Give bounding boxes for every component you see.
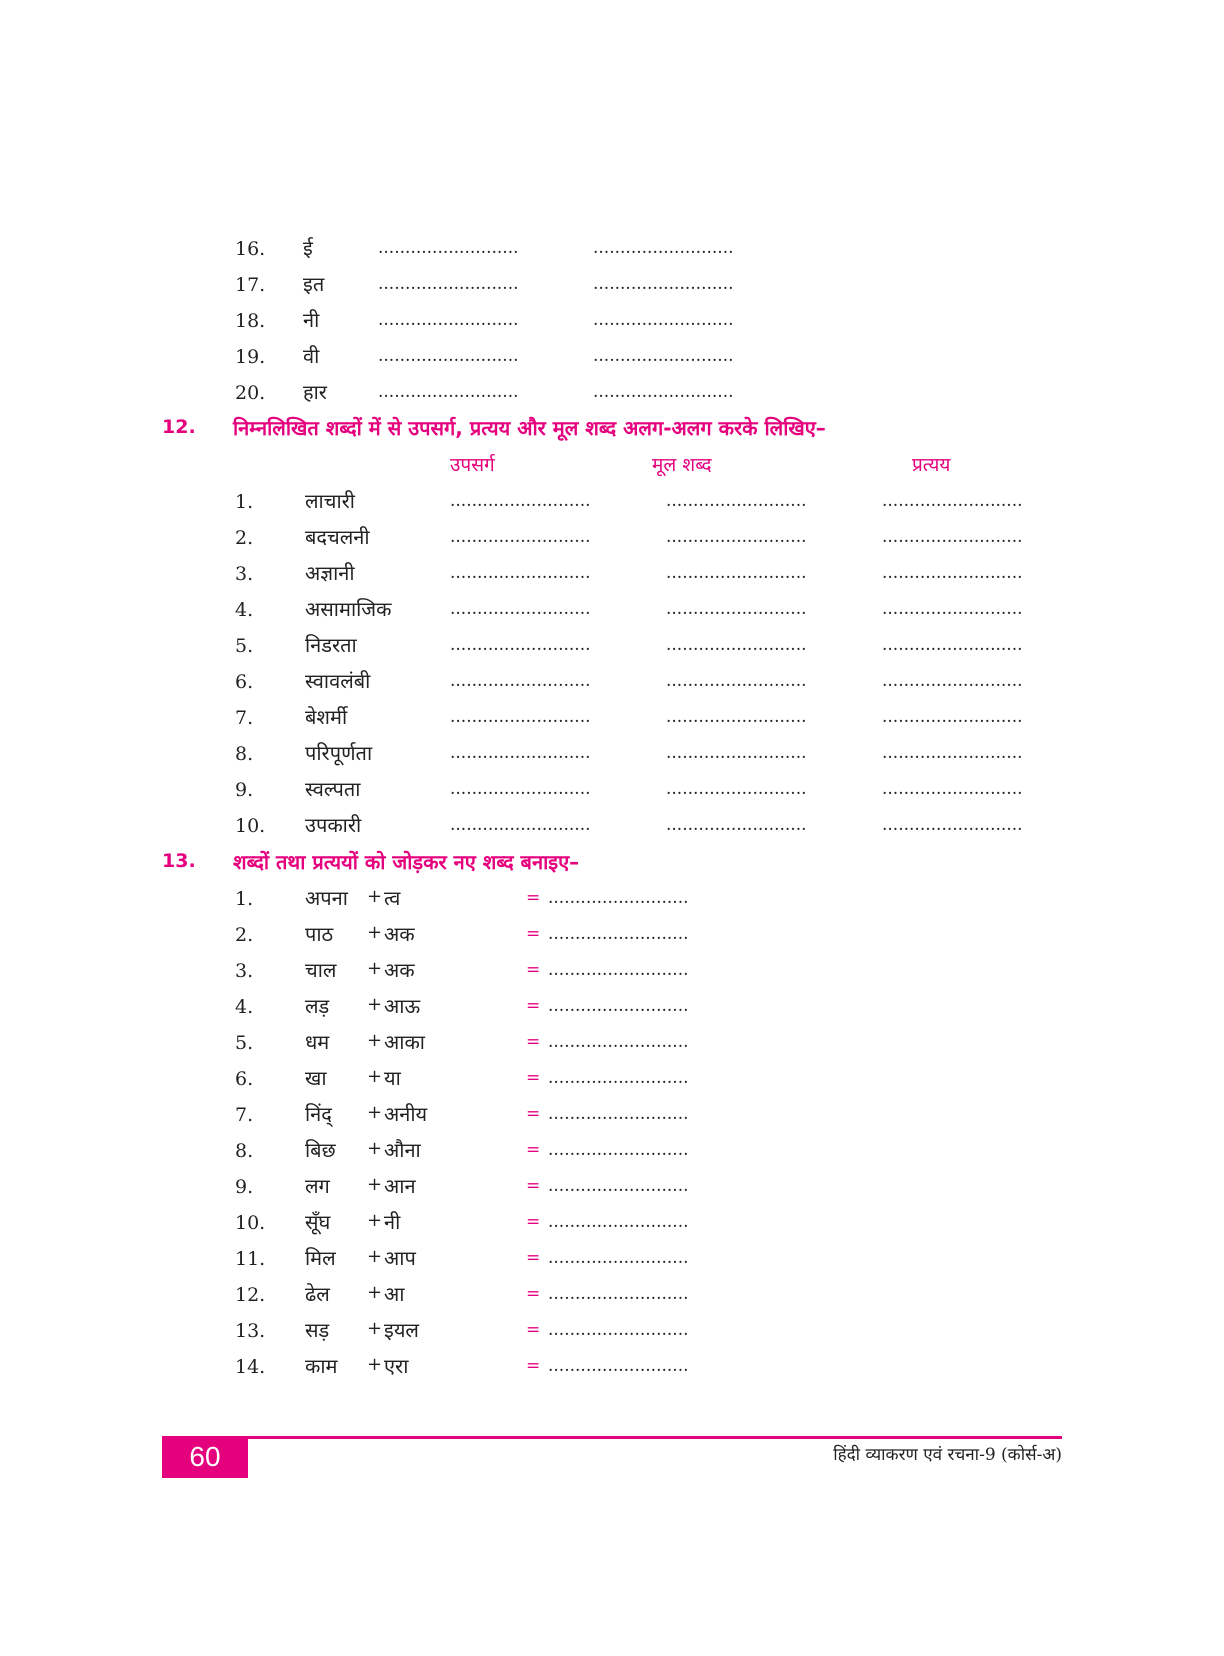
answer-blank-upasarg[interactable]: .......................... — [450, 707, 591, 727]
item-number: 7. — [235, 707, 254, 729]
item-word: सड़ — [305, 1318, 330, 1342]
item-word: उपकारी — [305, 813, 362, 837]
plus-sign: + — [367, 958, 383, 979]
item-suffix: नी — [384, 1210, 401, 1234]
item-word: अपना — [305, 886, 348, 910]
item-word: स्वावलंबी — [305, 669, 371, 693]
equals-sign: = — [526, 1140, 541, 1160]
item-word: काम — [305, 1354, 338, 1378]
item-number: 11. — [235, 1248, 266, 1270]
answer-blank[interactable]: .......................... — [378, 346, 519, 366]
item-number: 5. — [235, 1032, 254, 1054]
answer-blank-mool-shabd[interactable]: .......................... — [666, 815, 807, 835]
item-suffix: आप — [384, 1246, 416, 1270]
answer-blank[interactable]: .......................... — [548, 960, 689, 980]
equals-sign: = — [526, 960, 541, 980]
item-word: बदचलनी — [305, 525, 370, 549]
item-suffix: इयल — [384, 1318, 419, 1342]
answer-blank-upasarg[interactable]: .......................... — [450, 563, 591, 583]
answer-blank-upasarg[interactable]: .......................... — [450, 599, 591, 619]
equals-sign: = — [526, 1068, 541, 1088]
item-number: 6. — [235, 1068, 254, 1090]
answer-blank-pratyay[interactable]: .......................... — [882, 779, 1023, 799]
answer-blank[interactable]: .......................... — [548, 1356, 689, 1376]
answer-blank-mool-shabd[interactable]: .......................... — [666, 707, 807, 727]
item-word: ढेल — [305, 1282, 330, 1306]
item-number: 9. — [235, 1176, 254, 1198]
question-heading: शब्दों तथा प्रत्ययों को जोड़कर नए शब्द बनाइए– — [233, 850, 580, 874]
item-word: मिल — [305, 1246, 336, 1270]
answer-blank[interactable]: .......................... — [378, 382, 519, 402]
item-word: अज्ञानी — [305, 561, 355, 585]
item-suffix: आन — [384, 1174, 416, 1198]
answer-blank-pratyay[interactable]: .......................... — [882, 599, 1023, 619]
item-suffix: या — [384, 1066, 401, 1090]
answer-blank-mool-shabd[interactable]: .......................... — [666, 743, 807, 763]
item-word: पाठ — [305, 922, 334, 946]
plus-sign: + — [367, 922, 383, 943]
plus-sign: + — [367, 1174, 383, 1195]
column-header-mool-shabd: मूल शब्द — [652, 454, 712, 476]
answer-blank[interactable]: .......................... — [593, 346, 734, 366]
answer-blank-mool-shabd[interactable]: .......................... — [666, 635, 807, 655]
item-word: असामाजिक — [305, 597, 392, 621]
answer-blank-mool-shabd[interactable]: .......................... — [666, 527, 807, 547]
item-word: निडरता — [305, 633, 357, 657]
answer-blank[interactable]: .......................... — [593, 274, 734, 294]
item-number: 17. — [235, 274, 266, 296]
item-number: 3. — [235, 563, 254, 585]
plus-sign: + — [367, 1066, 383, 1087]
item-number: 1. — [235, 491, 254, 513]
plus-sign: + — [367, 994, 383, 1015]
item-number: 10. — [235, 1212, 266, 1234]
item-suffix: अक — [384, 922, 415, 946]
plus-sign: + — [367, 1030, 383, 1051]
item-number: 3. — [235, 960, 254, 982]
answer-blank-upasarg[interactable]: .......................... — [450, 815, 591, 835]
answer-blank[interactable]: .......................... — [548, 888, 689, 908]
question-number: 13. — [162, 850, 196, 872]
item-word: लाचारी — [305, 489, 355, 513]
answer-blank[interactable]: .......................... — [378, 310, 519, 330]
footer-rule — [162, 1436, 1062, 1439]
item-suffix: अनीय — [384, 1102, 428, 1126]
answer-blank[interactable]: .......................... — [548, 1068, 689, 1088]
answer-blank-pratyay[interactable]: .......................... — [882, 563, 1023, 583]
answer-blank[interactable]: .......................... — [548, 996, 689, 1016]
answer-blank-mool-shabd[interactable]: .......................... — [666, 779, 807, 799]
item-suffix: त्व — [384, 886, 401, 910]
item-number: 16. — [235, 238, 266, 260]
item-suffix: आका — [384, 1030, 425, 1054]
item-suffix: आऊ — [384, 994, 421, 1018]
plus-sign: + — [367, 1282, 383, 1303]
plus-sign: + — [367, 886, 383, 907]
column-header-pratyay: प्रत्यय — [912, 454, 951, 476]
answer-blank[interactable]: .......................... — [548, 924, 689, 944]
item-number: 7. — [235, 1104, 254, 1126]
item-word: चाल — [305, 958, 337, 982]
item-word: लड़ — [305, 994, 330, 1018]
item-word: बेशर्मी — [305, 705, 348, 729]
answer-blank-upasarg[interactable]: .......................... — [450, 527, 591, 547]
item-word: इत — [303, 272, 325, 296]
equals-sign: = — [526, 1284, 541, 1304]
equals-sign: = — [526, 1212, 541, 1232]
item-word: निंद् — [305, 1102, 332, 1126]
answer-blank[interactable]: .......................... — [548, 1104, 689, 1124]
answer-blank-pratyay[interactable]: .......................... — [882, 527, 1023, 547]
answer-blank[interactable]: .......................... — [548, 1212, 689, 1232]
item-number: 10. — [235, 815, 266, 837]
answer-blank[interactable]: .......................... — [548, 1140, 689, 1160]
item-word: ई — [303, 236, 313, 260]
item-number: 1. — [235, 888, 254, 910]
item-number: 8. — [235, 743, 254, 765]
equals-sign: = — [526, 1356, 541, 1376]
item-suffix: एरा — [384, 1354, 409, 1378]
plus-sign: + — [367, 1354, 383, 1375]
equals-sign: = — [526, 1104, 541, 1124]
answer-blank-mool-shabd[interactable]: .......................... — [666, 599, 807, 619]
item-word: वी — [303, 344, 320, 368]
item-number: 12. — [235, 1284, 266, 1306]
item-word: खा — [305, 1066, 327, 1090]
equals-sign: = — [526, 888, 541, 908]
plus-sign: + — [367, 1138, 383, 1159]
answer-blank[interactable]: .......................... — [548, 1284, 689, 1304]
item-word: लग — [305, 1174, 330, 1198]
answer-blank-mool-shabd[interactable]: .......................... — [666, 563, 807, 583]
item-number: 2. — [235, 924, 254, 946]
item-word: स्वल्पता — [305, 777, 361, 801]
item-number: 19. — [235, 346, 266, 368]
answer-blank[interactable]: .......................... — [593, 382, 734, 402]
item-number: 4. — [235, 599, 254, 621]
question-number: 12. — [162, 416, 196, 438]
item-number: 18. — [235, 310, 266, 332]
answer-blank[interactable]: .......................... — [593, 310, 734, 330]
answer-blank-mool-shabd[interactable]: .......................... — [666, 491, 807, 511]
answer-blank-upasarg[interactable]: .......................... — [450, 671, 591, 691]
column-header-upasarg: उपसर्ग — [450, 454, 495, 476]
item-number: 20. — [235, 382, 266, 404]
book-title: हिंदी व्याकरण एवं रचना-9 (कोर्स-अ) — [833, 1445, 1062, 1465]
answer-blank[interactable]: .......................... — [378, 238, 519, 258]
item-word: धम — [305, 1030, 330, 1054]
item-suffix: अक — [384, 958, 415, 982]
item-suffix: आ — [384, 1282, 405, 1306]
answer-blank[interactable]: .......................... — [378, 274, 519, 294]
answer-blank-upasarg[interactable]: .......................... — [450, 491, 591, 511]
item-number: 6. — [235, 671, 254, 693]
answer-blank[interactable]: .......................... — [548, 1032, 689, 1052]
plus-sign: + — [367, 1210, 383, 1231]
page-number: 60 — [162, 1436, 248, 1478]
equals-sign: = — [526, 1176, 541, 1196]
answer-blank-pratyay[interactable]: .......................... — [882, 707, 1023, 727]
answer-blank-pratyay[interactable]: .......................... — [882, 743, 1023, 763]
item-number: 5. — [235, 635, 254, 657]
equals-sign: = — [526, 924, 541, 944]
answer-blank-upasarg[interactable]: .......................... — [450, 635, 591, 655]
answer-blank-upasarg[interactable]: .......................... — [450, 779, 591, 799]
plus-sign: + — [367, 1318, 383, 1339]
equals-sign: = — [526, 1320, 541, 1340]
item-word: बिछ — [305, 1138, 336, 1162]
equals-sign: = — [526, 996, 541, 1016]
answer-blank-mool-shabd[interactable]: .......................... — [666, 671, 807, 691]
answer-blank[interactable]: .......................... — [548, 1320, 689, 1340]
answer-blank-upasarg[interactable]: .......................... — [450, 743, 591, 763]
answer-blank[interactable]: .......................... — [548, 1248, 689, 1268]
item-number: 2. — [235, 527, 254, 549]
item-number: 8. — [235, 1140, 254, 1162]
plus-sign: + — [367, 1102, 383, 1123]
answer-blank-pratyay[interactable]: .......................... — [882, 671, 1023, 691]
answer-blank-pratyay[interactable]: .......................... — [882, 815, 1023, 835]
equals-sign: = — [526, 1248, 541, 1268]
item-number: 14. — [235, 1356, 266, 1378]
item-word: परिपूर्णता — [305, 741, 373, 765]
plus-sign: + — [367, 1246, 383, 1267]
item-word: हार — [303, 380, 327, 404]
item-number: 13. — [235, 1320, 266, 1342]
item-number: 9. — [235, 779, 254, 801]
question-heading: निम्नलिखित शब्दों में से उपसर्ग, प्रत्यय और मूल शब्द अलग-अलग करके लिखिए– — [233, 416, 826, 440]
item-suffix: औना — [384, 1138, 421, 1162]
item-number: 4. — [235, 996, 254, 1018]
answer-blank-pratyay[interactable]: .......................... — [882, 491, 1023, 511]
item-word: नी — [303, 308, 320, 332]
answer-blank-pratyay[interactable]: .......................... — [882, 635, 1023, 655]
item-word: सूँघ — [305, 1210, 331, 1234]
equals-sign: = — [526, 1032, 541, 1052]
answer-blank[interactable]: .......................... — [593, 238, 734, 258]
answer-blank[interactable]: .......................... — [548, 1176, 689, 1196]
